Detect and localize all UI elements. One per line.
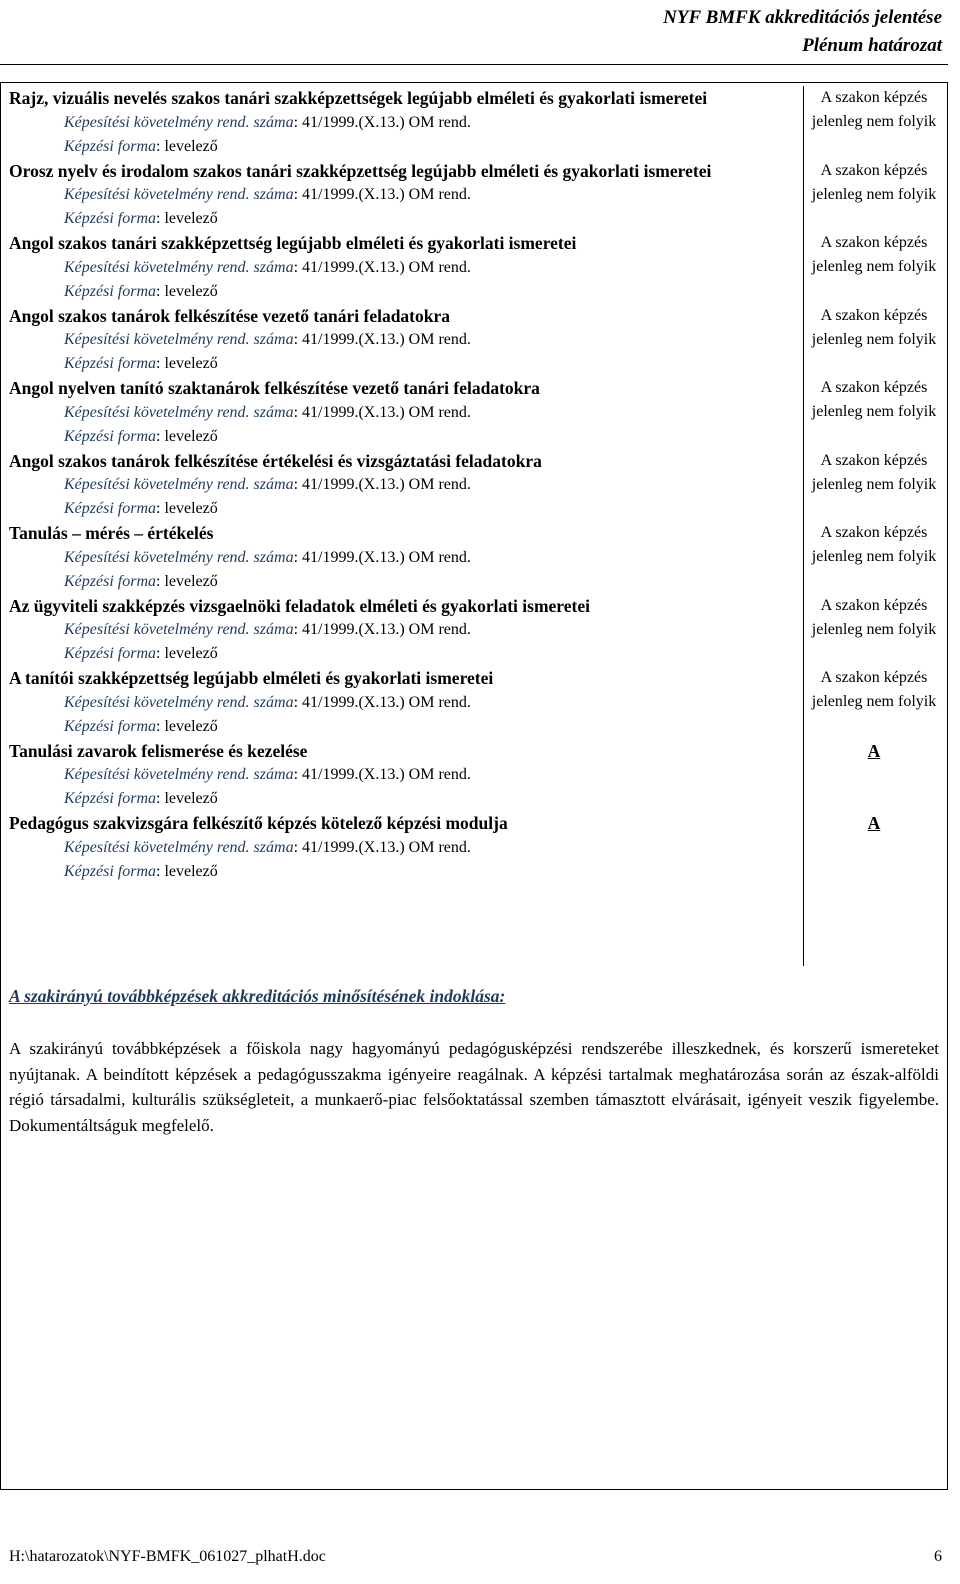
form-value: : levelező xyxy=(156,427,218,445)
requirement-label: Képesítési követelmény rend. száma xyxy=(64,331,294,348)
program-title: A tanítói szakképzettség legújabb elméleti és gyakorlati ismeretei xyxy=(9,668,494,688)
justification-text: A szakirányú továbbképzések a főiskola nagy hagyományú pedagógusképzési rendszerébe illeszkednek, és korszerű ismereteket nyújtanak. A beindított képzések a pedagógusszakma igényeire reagálnak. A képzési tartalmak meghatározása során az észak-alföldi régió társadalmi, kulturális szükségleteit, a munkaerő-piac felsőoktatással szemben támasztott elvárásait, igényeit veszik figyelembe. Dokumentáltságuk megfelelő. xyxy=(9,1039,939,1135)
program-column xyxy=(0,86,800,884)
requirement-label: Képesítési követelmény rend. száma xyxy=(64,113,294,131)
requirement-value: : 41/1999.(X.13.) OM rend. xyxy=(293,548,471,566)
program-status: A szakon képzés jelenleg nem folyik xyxy=(811,161,937,203)
requirement-line xyxy=(9,691,800,715)
program-status: A szakon képzés jelenleg nem folyik xyxy=(811,234,937,275)
requirement-label: Képesítési követelmény rend. száma xyxy=(64,693,294,711)
requirement-label: Képesítési követelmény rend. száma xyxy=(64,838,294,856)
requirement-value: : 41/1999.(X.13.) OM rend. xyxy=(293,186,471,203)
form-value: : levelező xyxy=(156,717,218,735)
requirement-value: : 41/1999.(X.13.) OM rend. xyxy=(293,693,471,711)
requirement-line xyxy=(9,256,800,280)
form-line xyxy=(9,860,800,884)
form-line xyxy=(9,570,800,594)
page-header xyxy=(663,4,942,60)
program-entry xyxy=(0,376,800,449)
requirement-value: : 41/1999.(X.13.) OM rend. xyxy=(293,838,471,856)
requirement-line xyxy=(9,473,800,497)
requirement-label: Képesítési követelmény rend. száma xyxy=(64,766,294,783)
form-line xyxy=(9,207,800,231)
requirement-value: : 41/1999.(X.13.) OM rend. xyxy=(293,403,471,421)
form-line xyxy=(9,497,800,521)
program-entry xyxy=(0,666,800,739)
requirement-value: : 41/1999.(X.13.) OM rend. xyxy=(293,766,471,783)
program-entry xyxy=(0,86,800,159)
form-value: : levelező xyxy=(156,137,218,155)
program-title: Tanulás – mérés – értékelés xyxy=(9,523,214,543)
form-value: : levelező xyxy=(156,790,218,807)
form-value: : levelező xyxy=(156,572,218,590)
program-title: Rajz, vizuális nevelés szakos tanári szakképzettségek legújabb elméleti és gyakorlati ismeretei xyxy=(9,88,708,108)
form-value: : levelező xyxy=(156,355,218,372)
program-title: Pedagógus szakvizsgára felkészítő képzés kötelező képzési modulja xyxy=(9,813,508,833)
header-title: NYF BMFK akkreditációs jelentése xyxy=(663,7,942,28)
requirement-value: : 41/1999.(X.13.) OM rend. xyxy=(293,113,471,131)
form-label: Képzési forma xyxy=(64,282,156,300)
justification-title: A szakirányú továbbképzések akkreditációs minősítésének indoklása: xyxy=(9,986,506,1006)
form-label: Képzési forma xyxy=(64,210,156,227)
program-entry xyxy=(0,521,800,594)
requirement-value: : 41/1999.(X.13.) OM rend. xyxy=(293,621,471,638)
form-line xyxy=(9,352,800,376)
program-status: A xyxy=(867,740,881,761)
program-title: Az ügyviteli szakképzés vizsgaelnöki feladatok elméleti és gyakorlati ismeretei xyxy=(9,595,590,616)
form-label: Képzési forma xyxy=(64,862,156,880)
form-label: Képzési forma xyxy=(64,790,156,807)
requirement-label: Képesítési követelmény rend. száma xyxy=(64,621,294,638)
program-entry xyxy=(0,159,800,232)
requirement-value: : 41/1999.(X.13.) OM rend. xyxy=(293,331,471,348)
page-number: 6 xyxy=(934,1548,942,1565)
program-title: Tanulási zavarok felismerése és kezelése xyxy=(9,740,308,761)
footer-path: H:\hatarozatok\NYF-BMFK_061027_plhatH.doc xyxy=(9,1548,326,1565)
program-entry xyxy=(0,231,800,304)
header-subtitle: Plénum határozat xyxy=(802,35,942,56)
requirement-line xyxy=(9,763,800,787)
form-label: Képzési forma xyxy=(64,355,156,372)
program-title: Orosz nyelv és irodalom szakos tanári szakképzettség legújabb elméleti és gyakorlati ismeretei xyxy=(9,160,712,181)
requirement-label: Képesítési követelmény rend. száma xyxy=(64,548,294,566)
program-status: A szakon képzés jelenleg nem folyik xyxy=(811,596,937,638)
program-entry xyxy=(0,449,800,522)
form-line xyxy=(9,787,800,811)
requirement-value: : 41/1999.(X.13.) OM rend. xyxy=(293,476,471,493)
form-value: : levelező xyxy=(156,645,218,662)
requirement-value: : 41/1999.(X.13.) OM rend. xyxy=(293,258,471,276)
form-line xyxy=(9,280,800,304)
form-label: Képzési forma xyxy=(64,427,156,445)
requirement-label: Képesítési követelmény rend. száma xyxy=(64,186,294,203)
page-footer xyxy=(9,1548,942,1566)
header-rule xyxy=(0,64,948,65)
form-value: : levelező xyxy=(156,282,218,300)
program-entry xyxy=(0,739,800,812)
form-label: Képzési forma xyxy=(64,500,156,517)
program-status: A szakon képzés jelenleg nem folyik xyxy=(811,669,937,710)
program-status: A szakon képzés jelenleg nem folyik xyxy=(811,451,937,493)
program-title: Angol szakos tanári szakképzettség legújabb elméleti és gyakorlati ismeretei xyxy=(9,233,577,253)
requirement-line xyxy=(9,183,800,207)
form-line xyxy=(9,425,800,449)
program-status: A szakon képzés jelenleg nem folyik xyxy=(811,379,937,420)
program-entry xyxy=(0,304,800,377)
program-title: Angol szakos tanárok felkészítése értékelési és vizsgáztatási feladatokra xyxy=(9,450,542,471)
form-line xyxy=(9,642,800,666)
requirement-label: Képesítési követelmény rend. száma xyxy=(64,403,294,421)
form-label: Képzési forma xyxy=(64,137,156,155)
form-label: Képzési forma xyxy=(64,572,156,590)
requirement-line xyxy=(9,401,800,425)
requirement-line xyxy=(9,111,800,135)
requirement-label: Képesítési követelmény rend. száma xyxy=(64,258,294,276)
form-label: Képzési forma xyxy=(64,717,156,735)
requirement-label: Képesítési követelmény rend. száma xyxy=(64,476,294,493)
form-line xyxy=(9,715,800,739)
form-value: : levelező xyxy=(156,862,218,880)
requirement-line xyxy=(9,546,800,570)
requirement-line xyxy=(9,328,800,352)
program-entry xyxy=(0,811,800,884)
program-entry xyxy=(0,594,800,667)
program-title: Angol nyelven tanító szaktanárok felkészítése vezető tanári feladatokra xyxy=(9,378,540,398)
program-title: Angol szakos tanárok felkészítése vezető tanári feladatokra xyxy=(9,305,451,326)
program-status: A szakon képzés jelenleg nem folyik xyxy=(811,89,937,130)
form-line xyxy=(9,135,800,159)
form-value: : levelező xyxy=(156,210,218,227)
program-status: A szakon képzés jelenleg nem folyik xyxy=(811,306,937,348)
requirement-line xyxy=(9,836,800,860)
requirement-line xyxy=(9,618,800,642)
form-value: : levelező xyxy=(156,500,218,517)
program-status: A xyxy=(867,813,881,833)
form-label: Képzési forma xyxy=(64,645,156,662)
program-status: A szakon képzés jelenleg nem folyik xyxy=(811,524,937,565)
